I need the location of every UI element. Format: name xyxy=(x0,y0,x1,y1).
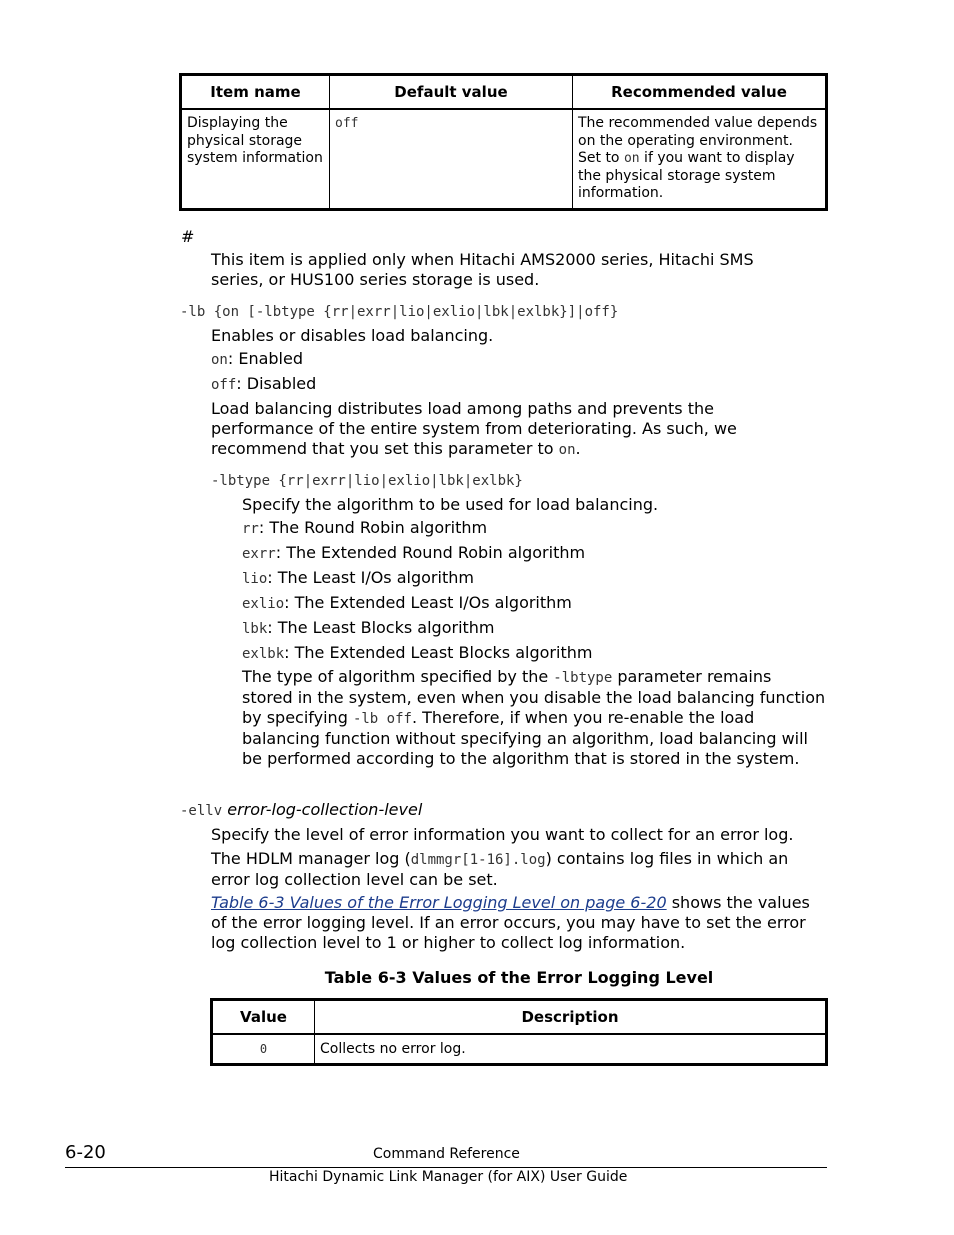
code-on: on xyxy=(558,442,576,458)
code-on: on xyxy=(211,352,228,368)
hash-note-text: This item is applied only when Hitachi AMS2000 series, Hitachi SMS series, or HUS100 series storage is used. xyxy=(211,250,754,289)
value-cell: 0 xyxy=(212,1034,315,1065)
detail-text: . xyxy=(575,439,581,458)
detail-text: Load balancing distributes load among paths and prevents the performance of the entire system from deteriorating. As such, we recommend that you set this parameter to xyxy=(211,399,737,458)
page-number: 6-20 xyxy=(65,1142,106,1163)
algorithm-item xyxy=(242,643,592,664)
rec-text: The recommended value depends on the operating environment. Set to xyxy=(578,115,818,166)
table-reference-link[interactable]: Table 6-3 Values of the Error Logging Level on page 6-20 xyxy=(211,893,667,912)
note-text: parameter remains stored in the system, even when you disable the load balancing function by specifying xyxy=(242,667,826,727)
description-cell: Collects no error log. xyxy=(315,1034,827,1065)
algorithm-code: rr xyxy=(242,521,259,537)
hash-symbol: # xyxy=(181,227,195,246)
column-header: Item name xyxy=(181,75,330,110)
note-text: . Therefore, if when you re-enable the load balancing function without specifying an algorithm, load balancing will be performed according to the algorithm that is stored in the system. xyxy=(242,708,808,768)
reference-text: shows the values of the error logging level. If an error occurs, you may have to set the error log collection level to 1 or higher to collect log information. xyxy=(211,893,810,952)
off-text: : Disabled xyxy=(236,374,317,393)
code-lbtype: -lbtype xyxy=(553,670,613,686)
algorithm-text: : The Round Robin algorithm xyxy=(258,518,488,537)
algorithm-text: : The Least I/Os algorithm xyxy=(267,568,474,587)
algorithm-code: lio xyxy=(242,571,268,587)
ellv-code: -ellv xyxy=(180,803,223,819)
footer-book-title: Hitachi Dynamic Link Manager (for AIX) User Guide xyxy=(269,1169,628,1185)
on-text: : Enabled xyxy=(227,349,303,368)
lb-on-line xyxy=(211,349,303,370)
item-name-cell: Displaying the physical storage system information xyxy=(181,109,330,209)
lb-off-line xyxy=(211,374,316,395)
code-lb-off: -lb off xyxy=(352,711,412,727)
rec-code: on xyxy=(623,151,640,166)
algorithm-item xyxy=(242,543,585,564)
ellv-description: Specify the level of error information you want to collect for an error log. xyxy=(211,825,794,844)
column-header: Default value xyxy=(330,75,573,110)
note-text: The type of algorithm specified by the xyxy=(242,667,554,686)
ellv-arg: error-log-collection-level xyxy=(227,800,423,819)
column-header: Recommended value xyxy=(573,75,827,110)
lbtype-syntax: -lbtype {rr|exrr|lio|exlio|lbk|exlbk} xyxy=(211,473,523,489)
algorithm-item xyxy=(242,618,495,639)
algorithm-item xyxy=(242,593,572,614)
code-off: off xyxy=(211,377,237,393)
table-header-row xyxy=(181,75,827,110)
lbtype-note xyxy=(242,667,827,769)
algorithm-code: exlbk xyxy=(242,646,285,662)
algorithm-item xyxy=(242,568,474,589)
algorithm-text: : The Extended Least Blocks algorithm xyxy=(284,643,593,662)
lb-syntax: -lb {on [-lbtype {rr|exrr|lio|exlio|lbk|exlbk}]|off} xyxy=(180,304,619,320)
table-header-row xyxy=(212,1000,827,1035)
default-value-cell: off xyxy=(330,109,573,209)
lbtype-description: Specify the algorithm to be used for load balancing. xyxy=(242,495,659,514)
algorithm-text: : The Least Blocks algorithm xyxy=(267,618,495,637)
algorithm-code: exlio xyxy=(242,596,285,612)
recommended-value-cell xyxy=(573,109,827,209)
log-text: ) contains log files in which an error log collection level can be set. xyxy=(211,849,789,889)
algorithm-code: exrr xyxy=(242,546,276,562)
algorithm-code: lbk xyxy=(242,621,268,637)
column-header: Value xyxy=(212,1000,315,1035)
item-settings-table xyxy=(179,73,828,211)
table-row xyxy=(212,1034,827,1065)
table-caption: Table 6-3 Values of the Error Logging Level xyxy=(324,968,714,987)
algorithm-text: : The Extended Least I/Os algorithm xyxy=(284,593,572,612)
table-row xyxy=(181,109,827,209)
rec-text: if you want to display the physical storage system information. xyxy=(578,150,795,201)
log-text: The HDLM manager log ( xyxy=(211,849,411,868)
ellv-log-note xyxy=(211,849,831,890)
lb-detail xyxy=(211,399,811,460)
error-logging-level-table xyxy=(210,998,828,1066)
ellv-syntax xyxy=(180,800,422,821)
code-log-file: dlmmgr[1-16].log xyxy=(410,852,546,868)
footer-divider xyxy=(65,1167,827,1168)
footer-section: Command Reference xyxy=(373,1146,520,1162)
column-header: Description xyxy=(315,1000,827,1035)
algorithm-text: : The Extended Round Robin algorithm xyxy=(275,543,586,562)
lb-description: Enables or disables load balancing. xyxy=(211,326,494,345)
ellv-reference xyxy=(211,893,816,953)
algorithm-item xyxy=(242,518,487,539)
